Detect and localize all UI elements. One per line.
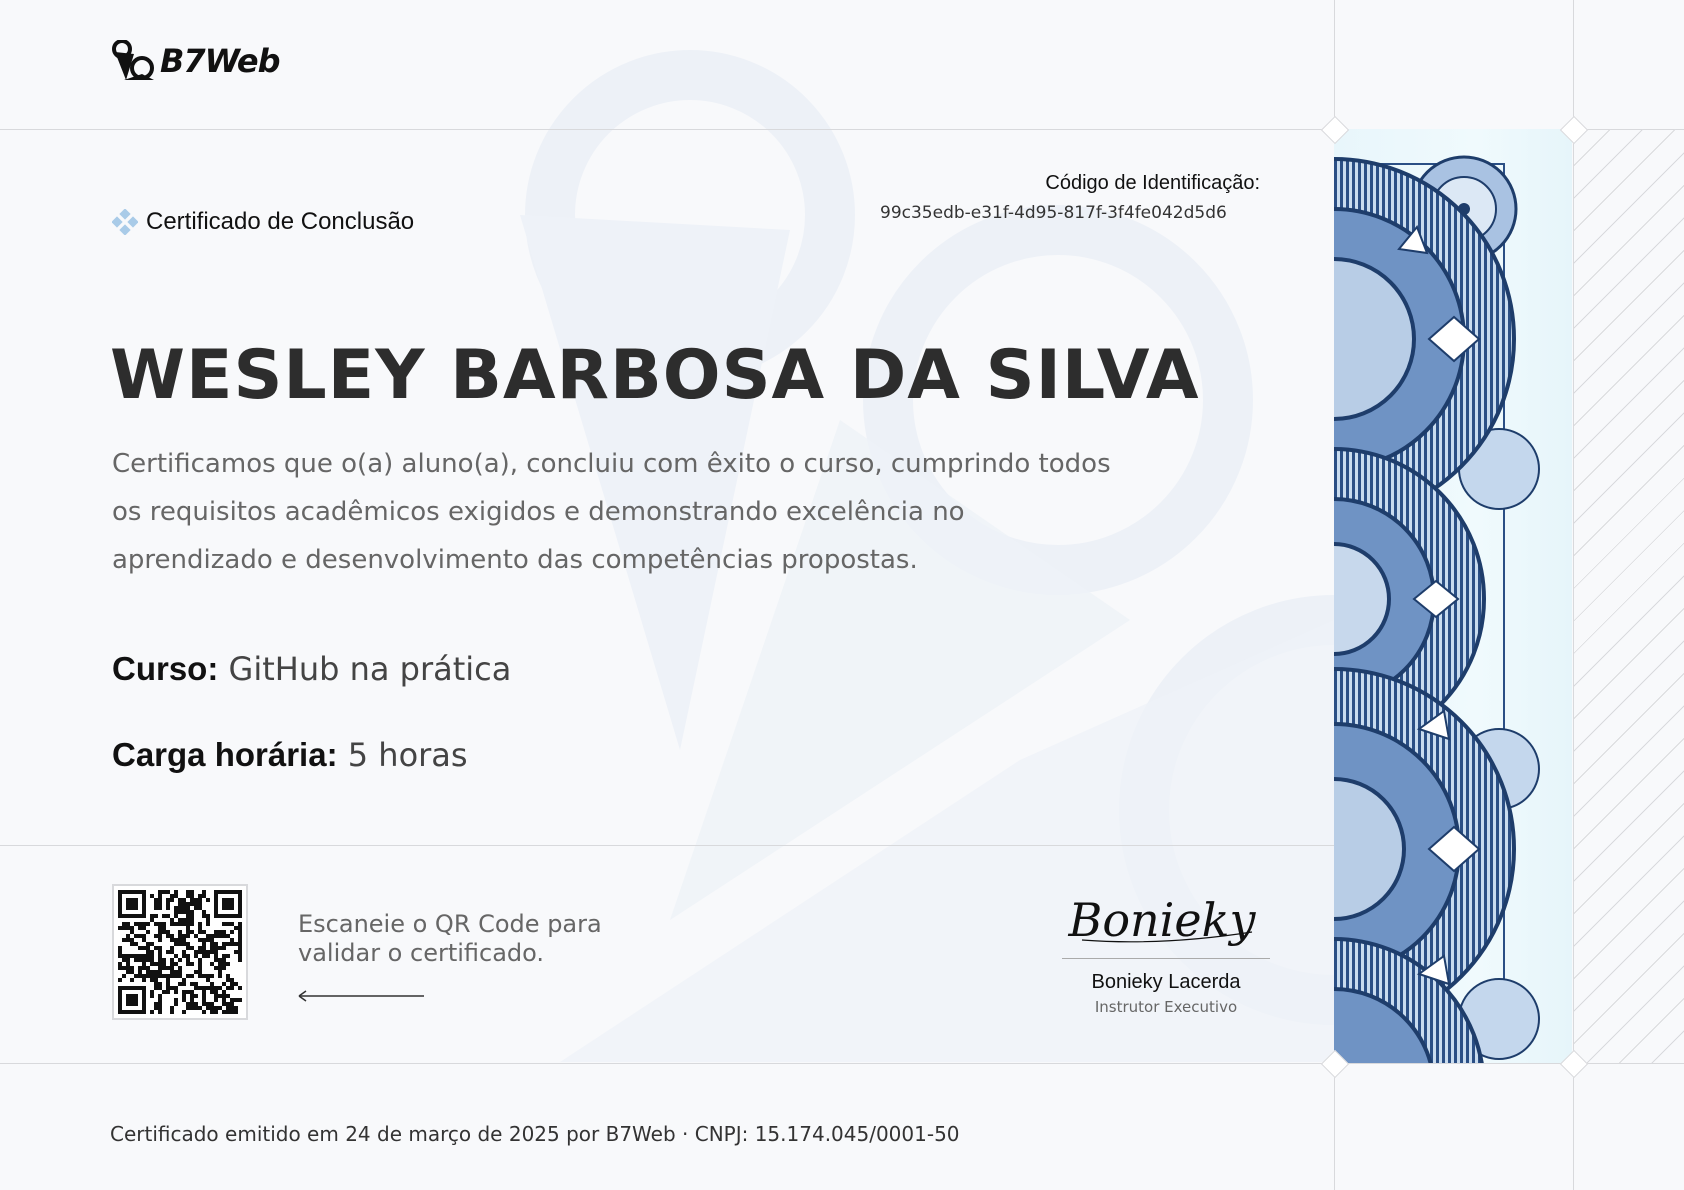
certificate-description: Certificamos que o(a) aluno(a), concluiu com êxito o curso, cumprindo todos os requisitos acadêmicos exigidos e demonstrando excelência no aprendizado e desenvolvimento das competências propostas. — [112, 449, 1111, 575]
workload-label: Carga horária: — [112, 736, 338, 773]
rosette-pattern — [1334, 129, 1572, 1063]
workload-line — [112, 736, 468, 774]
qr-instructions: Escaneie o QR Code para validar o certificado. — [298, 910, 602, 967]
svg-text:Bonieky: Bonieky — [1068, 893, 1256, 947]
course-line — [112, 650, 511, 688]
signature-line — [1062, 958, 1270, 959]
handwritten-signature — [1062, 890, 1270, 950]
qr-code-image — [118, 890, 242, 1014]
diamond-cluster-icon — [112, 209, 138, 235]
body-divider — [0, 845, 1334, 846]
signer-name: Bonieky Lacerda — [1091, 971, 1241, 993]
id-value: 99c35edb-e31f-4d95-817f-3f4fe042d5d6 — [880, 203, 1227, 223]
footer-divider — [0, 1063, 1684, 1064]
brand-logo — [112, 40, 280, 82]
signer-role: Instrutor Executivo — [1094, 998, 1238, 1016]
signature-block — [1062, 890, 1270, 1016]
arrow-left-icon — [296, 989, 426, 1003]
student-name: WESLEY BARBOSA DA SILVA — [110, 336, 1200, 415]
brand-name: B7Web — [160, 42, 280, 80]
hatch-pattern — [1574, 129, 1684, 1063]
certificate-type-label: Certificado de Conclusão — [146, 208, 415, 235]
workload-value: 5 horas — [347, 736, 468, 774]
course-label: Curso: — [112, 650, 219, 687]
certificate-type — [112, 208, 414, 236]
security-seal-band — [1334, 129, 1572, 1063]
footer-issuance-text: Certificado emitido em 24 de março de 2025 por B7Web · CNPJ: 15.174.045/0001-50 — [110, 1122, 960, 1146]
course-value: GitHub na prática — [228, 650, 512, 688]
b7web-logo-icon — [112, 40, 156, 82]
id-label: Código de Identificação: — [1045, 172, 1260, 194]
qr-code[interactable] — [112, 884, 248, 1020]
